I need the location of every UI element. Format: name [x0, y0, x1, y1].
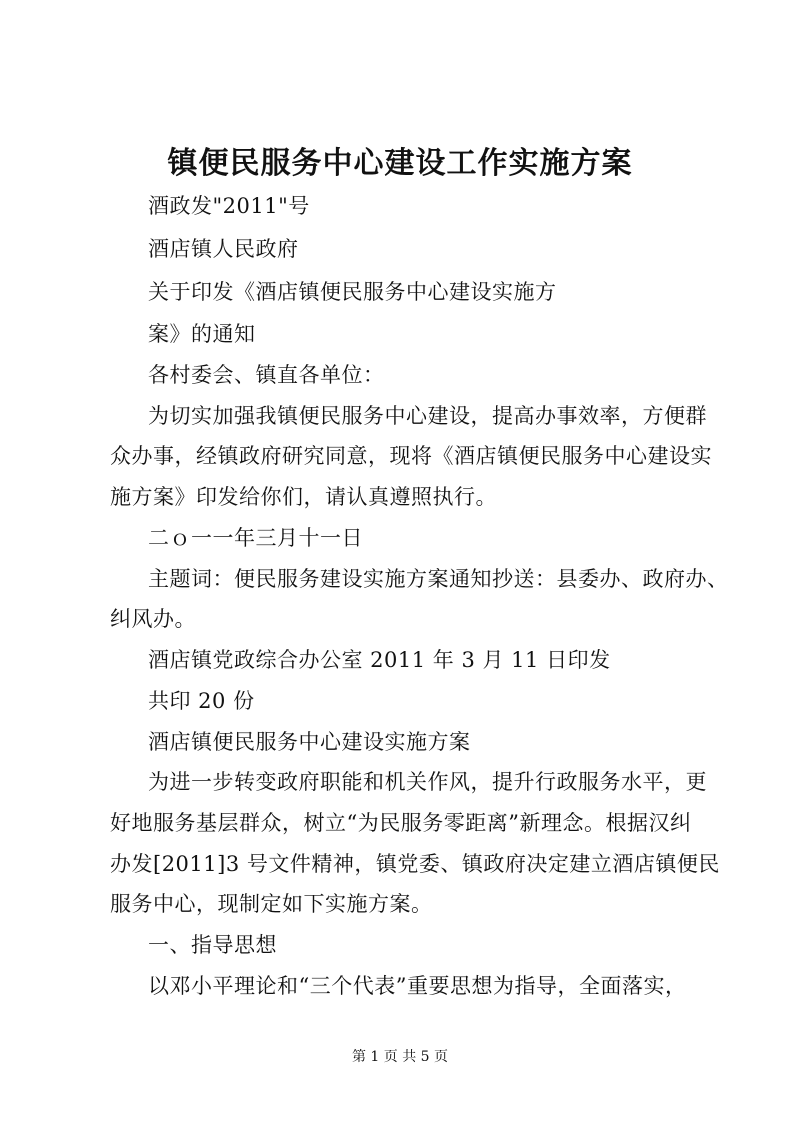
paragraph-line: 好地服务基层群众，树立“为民服务零距离”新理念。根据汉纠 — [110, 811, 692, 835]
doc-number: 酒政发"2011"号 — [148, 194, 310, 218]
print-count-line: 共印 20 份 — [148, 689, 255, 713]
salutation: 各村委会、镇直各单位： — [148, 363, 385, 387]
document-title: 镇便民服务中心建设工作实施方案 — [167, 146, 633, 181]
subject-words-line: 主题词：便民服务建设实施方案通知抄送：县委办、政府办、 — [148, 567, 729, 591]
notice-title-line-1: 关于印发《酒店镇便民服务中心建设实施方 — [148, 280, 557, 304]
section-heading: 一、指导思想 — [148, 933, 277, 957]
paragraph-line: 施方案》印发给你们，请认真遵照执行。 — [110, 485, 497, 509]
print-office-line: 酒店镇党政综合办公室 2011 年 3 月 11 日印发 — [148, 648, 611, 672]
paragraph-line: 为进一步转变政府职能和机关作风，提升行政服务水平，更 — [148, 770, 707, 794]
issuer: 酒店镇人民政府 — [148, 237, 299, 261]
paragraph-line: 为切实加强我镇便民服务中心建设，提高办事效率，方便群 — [148, 404, 707, 428]
date-line: 二ｏ一一年三月十一日 — [148, 526, 363, 550]
notice-title-line-2: 案》的通知 — [148, 322, 256, 346]
paragraph-line: 服务中心，现制定如下实施方案。 — [110, 892, 433, 916]
paragraph-line: 以邓小平理论和“三个代表”重要思想为指导，全面落实， — [148, 974, 687, 998]
subject-words-line: 纠风办。 — [110, 607, 196, 631]
paragraph-line: 办发[2011]3 号文件精神，镇党委、镇政府决定建立酒店镇便民 — [110, 852, 720, 876]
paragraph-line: 众办事，经镇政府研究同意，现将《酒店镇便民服务中心建设实 — [110, 444, 712, 468]
page-footer: 第 1 页 共 5 页 — [351, 1049, 449, 1065]
section-heading: 酒店镇便民服务中心建设实施方案 — [148, 730, 471, 754]
